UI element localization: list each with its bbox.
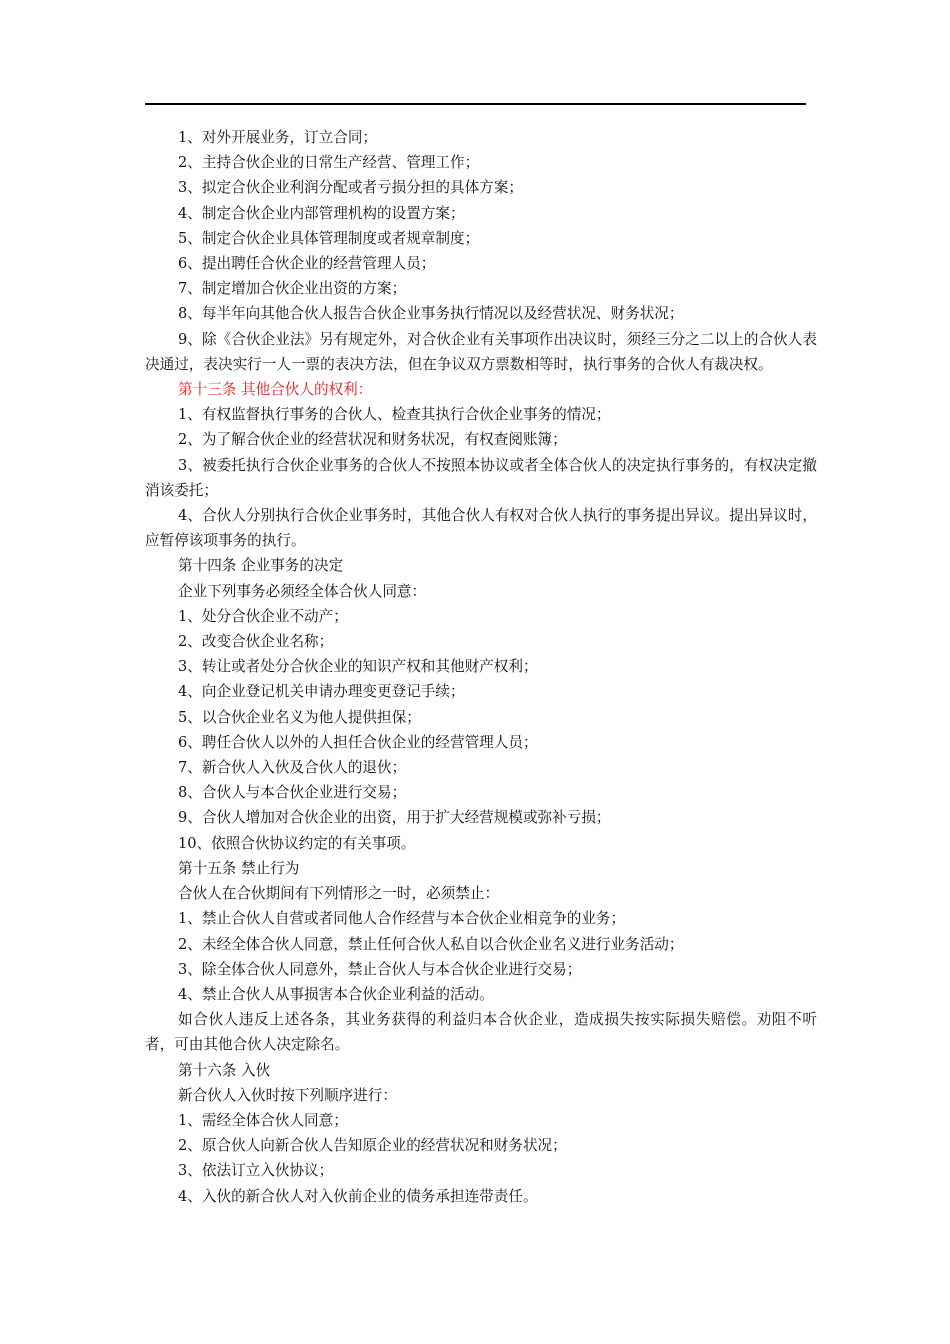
paragraph: 2、原合伙人向新合伙人告知原企业的经营状况和财务状况；: [178, 1137, 567, 1155]
paragraph: 1、处分合伙企业不动产；: [178, 607, 348, 625]
paragraph: 6、提出聘任合伙企业的经营管理人员；: [178, 255, 436, 273]
paragraph: 4、入伙的新合伙人对入伙前企业的债务承担连带责任。: [178, 1187, 538, 1205]
paragraph: 2、为了解合伙企业的经营状况和财务状况，有权查阅账簿；: [178, 431, 567, 449]
paragraph: 1、对外开展业务，订立合同；: [178, 129, 378, 146]
paragraph: 10、依照合伙协议约定的有关事项。: [178, 834, 416, 852]
paragraph: 2、改变合伙企业名称；: [178, 633, 334, 651]
paragraph: 7、制定增加合伙企业出资的方案；: [178, 280, 407, 298]
paragraph: 如合伙人违反上述各条，其业务获得的利益归本合伙企业，造成损失按实际损失赔偿。劝阻不听者，可由其他合伙人决定除名。: [145, 1011, 817, 1054]
paragraph: 3、转让或者处分合伙企业的知识产权和其他财产权利；: [178, 658, 538, 676]
paragraph: 2、未经全体合伙人同意，禁止任何合伙人私自以合伙企业名义进行业务活动；: [178, 935, 684, 953]
paragraph: 1、有权监督执行事务的合伙人、检查其执行合伙企业事务的情况；: [178, 406, 611, 424]
paragraph: 5、以合伙企业名义为他人提供担保；: [178, 708, 421, 726]
document-body: [145, 125, 817, 1209]
paragraph: 1、禁止合伙人自营或者同他人合作经营与本合伙企业相竞争的业务；: [178, 910, 626, 928]
paragraph: 3、依法订立入伙协议；: [178, 1162, 334, 1180]
paragraph: 8、合伙人与本合伙企业进行交易；: [178, 784, 407, 802]
paragraph: 企业下列事务必须经全体合伙人同意：: [178, 582, 427, 600]
header-rule: [145, 103, 806, 105]
paragraph: 1、需经全体合伙人同意；: [178, 1111, 348, 1129]
paragraph: 4、禁止合伙人从事损害本合伙企业利益的活动。: [178, 985, 494, 1003]
paragraph: 3、被委托执行合伙企业事务的合伙人不按照本协议或者全体合伙人的决定执行事务的，有权决定撤消该委托；: [145, 456, 817, 499]
paragraph: 5、制定合伙企业具体管理制度或者规章制度；: [178, 229, 480, 247]
paragraph: 4、合伙人分别执行合伙企业事务时，其他合伙人有权对合伙人执行的事务提出异议。提出异议时，应暂停该项事务的执行。: [145, 507, 817, 550]
paragraph: 第十六条 入伙: [178, 1061, 271, 1079]
paragraph: 8、每半年向其他合伙人报告合伙企业事务执行情况以及经营状况、财务状况；: [178, 305, 684, 323]
paragraph: 7、新合伙人入伙及合伙人的退伙；: [178, 759, 407, 777]
paragraph: 4、制定合伙企业内部管理机构的设置方案；: [178, 204, 465, 222]
paragraph: 4、向企业登记机关申请办理变更登记手续；: [178, 683, 465, 701]
paragraph: 第十五条 禁止行为: [178, 859, 300, 877]
paragraph: 2、主持合伙企业的日常生产经营、管理工作；: [178, 154, 480, 172]
paragraph: 6、聘任合伙人以外的人担任合伙企业的经营管理人员；: [178, 733, 538, 751]
paragraph: 3、除全体合伙人同意外，禁止合伙人与本合伙企业进行交易；: [178, 960, 582, 978]
paragraph: 第十四条 企业事务的决定: [178, 557, 344, 575]
paragraph: 9、合伙人增加对合伙企业的出资，用于扩大经营规模或弥补亏损；: [178, 809, 611, 827]
section-heading: 第十三条 其他合伙人的权利：: [178, 381, 373, 399]
paragraph: 9、除《合伙企业法》另有规定外，对合伙企业有关事项作出决议时，须经三分之二以上的合伙人表决通过，表决实行一人一票的表决方法，但在争议双方票数相等时，执行事务的合伙人有裁决权。: [145, 330, 817, 373]
paragraph: 合伙人在合伙期间有下列情形之一时，必须禁止：: [178, 885, 500, 903]
paragraph: 3、拟定合伙企业利润分配或者亏损分担的具体方案；: [178, 179, 523, 197]
paragraph: 新合伙人入伙时按下列顺序进行：: [178, 1086, 397, 1104]
